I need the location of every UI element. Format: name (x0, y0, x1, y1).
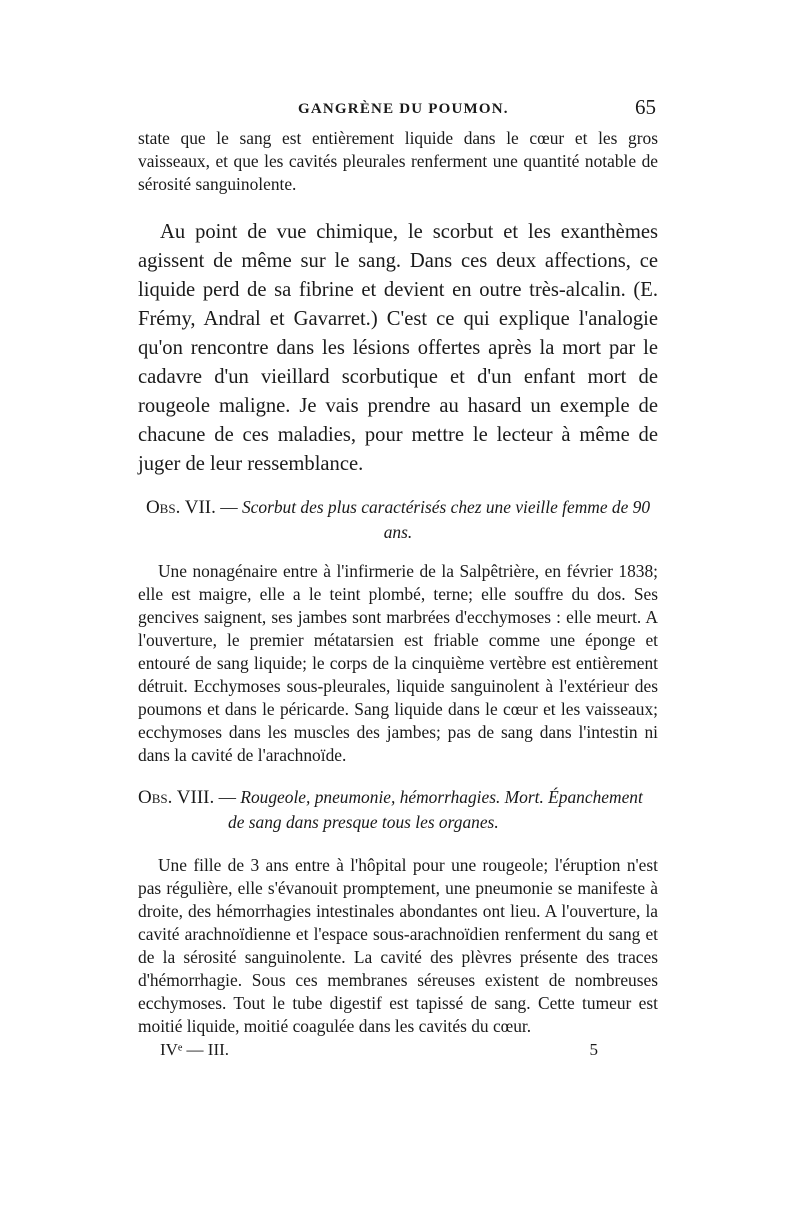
observation-dash: — (214, 787, 241, 807)
observation-title: Scorbut des plus caractérisés chez une vieille femme de 90 ans. (241, 497, 651, 542)
page-footer (138, 1040, 658, 1068)
running-title: GANGRÈNE DU POUMON. (298, 101, 509, 117)
paragraph-observation-viii: Une fille de 3 ans entre à l'hôpital pour une rougeole; l'éruption n'est pas régulière, elle s'évanouit promptement, une pneumonie se manifeste à droite, des hémorrhagies intestinales abondantes ont lieu. A l'ouverture, la cavité arachnoïdienne et l'espace sous-arachnoïdien renferment du sang et de la sérosité sanguinolente. La cavité des plèvres présente des traces d'hémorrhagie. Sous ces membranes séreuses existent de nombreuses ecchymoses. Tout le tube digestif est tapissé de sang. Cette tumeur est moitié liquide, moitié coagulée dans les cavités du cœur. (138, 855, 658, 1036)
observation-label: Obs. VII. (145, 497, 216, 518)
sheet-number: 5 (589, 1040, 598, 1059)
paragraph-chemistry: Au point de vue chimique, le scorbut et les exanthèmes agissent de même sur le sang. Dans ces deux affections, ce liquide perd de sa fibrine et devient en outre très-alcalin. (E. Frémy, Andral et Gavarret.) C'est ce qui explique l'analogie qu'on rencontre dans les lésions offertes après la mort par le cadavre d'un vieillard scorbutique et d'un enfant mort de rougeole maligne. Je vais prendre au hasard un exemple de chacune de ces maladies, pour mettre le lecteur à même de juger de leur ressemblance. (138, 221, 658, 475)
observation-heading-viii (138, 785, 658, 834)
book-page (138, 95, 658, 1068)
signature-mark: IVᵉ — III. (160, 1040, 230, 1059)
observation-dash: — (215, 497, 242, 517)
observation-heading-vii (138, 495, 658, 544)
observation-title: Rougeole, pneumonie, hémorrhagies. Mort. Épanchement de sang dans presque tous les organes. (228, 787, 643, 832)
running-header (138, 95, 658, 125)
paragraph-continuation: state que le sang est entièrement liquide dans le cœur et les gros vaisseaux, et que les cavités pleurales renferment une quantité notable de sérosité sanguinolente. (138, 128, 658, 194)
page-number: 65 (635, 95, 656, 119)
observation-label: Obs. VIII. (138, 787, 215, 808)
paragraph-observation-vii: Une nonagénaire entre à l'infirmerie de la Salpêtrière, en février 1838; elle est maigre, elle a le teint plombé, terne; elle souffre du dos. Ses gencives saignent, ses jambes sont marbrées d'ecchymoses : elle meurt. A l'ouverture, le premier métatarsien est friable comme une éponge et entouré de sang liquide; le corps de la cinquième vertèbre est entièrement détruit. Ecchymoses sous-pleurales, liquide sanguinolent à l'extérieur des poumons et dans le péricarde. Sang liquide dans le cœur et les vaisseaux; ecchymoses dans les muscles des jambes; pas de sang dans l'intestin ni dans la cavité de l'arachnoïde. (138, 561, 658, 765)
